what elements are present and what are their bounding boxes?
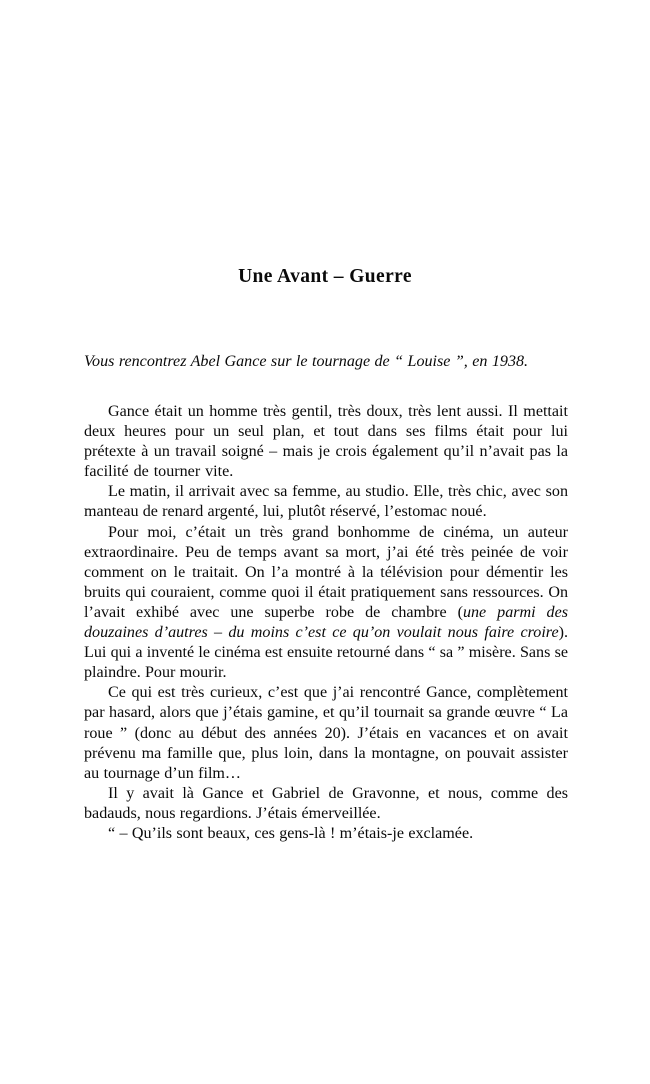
paragraph: Il y avait là Gance et Gabriel de Gravonne, et nous, comme des badauds, nous regardions. J’étais émerveillée. <box>84 784 568 822</box>
body-text <box>84 402 568 844</box>
paragraph-tail: ). Lui qui a inventé le cinéma est ensuite retourné dans “ sa ” misère. Sans se plaindre. Pour mourir. <box>84 624 568 682</box>
paragraph: Gance était un homme très gentil, très doux, très lent aussi. Il mettait deux heures pour un seul plan, et tout dans ses films était pour lui prétexte à un travail soigné – mais je crois également qu’il n’avait pas la facilité de tourner vite. <box>84 403 568 481</box>
intro-note: Vous rencontrez Abel Gance sur le tournage de “ Louise ”, en 1938. <box>84 353 529 370</box>
paragraph: Le matin, il arrivait avec sa femme, au studio. Elle, très chic, avec son manteau de renard argenté, lui, plutôt réservé, l’estomac noué. <box>84 483 568 521</box>
paragraph-lead: Pour moi, c’était un très grand bonhomme de cinéma, un auteur extraordinaire. Peu de temps avant sa mort, j’ai été très peinée de voir comment on le traitait. On l’a montré à la télévision pour démentir les bruits qui couraient, comme quoi il était pratiquement sans ressources. On l’avait exhibé avec une superbe robe de chambre ( <box>84 523 568 621</box>
paragraph: Ce qui est très curieux, c’est que j’ai rencontré Gance, complètement par hasard, alors que j’étais gamine, et qu’il tournait sa grande œuvre “ La roue ” (donc au début des années 20). J’étais en vacances et on avait prévenu ma famille que, plus loin, dans la montagne, on pouvait assister au tournage d’un film… <box>84 684 568 782</box>
paragraph <box>84 523 568 684</box>
paragraph: “ – Qu’ils sont beaux, ces gens-là ! m’étais-je exclamée. <box>108 824 474 842</box>
paragraph-emphasis: une parmi des douzaines d’autres – du moins c’est ce qu’on voulait nous faire croire <box>84 603 569 642</box>
page-title: Une Avant – Guerre <box>238 266 412 288</box>
